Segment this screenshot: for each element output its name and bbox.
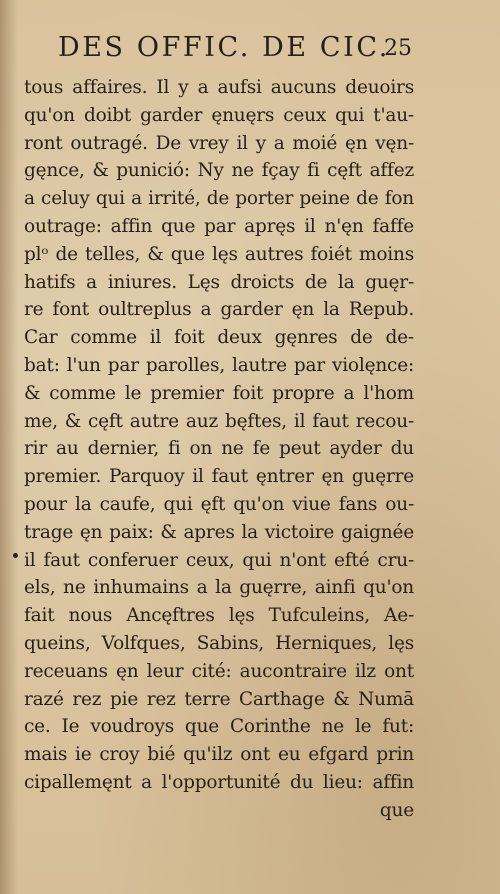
- page-gutter-shadow: [0, 0, 18, 894]
- text-line: tous affaires. Il y a aufsi aucuns deuoirs: [24, 77, 414, 98]
- catchword: que: [379, 799, 414, 821]
- text-line: & comme le premier foit propre a l'hom: [24, 382, 414, 404]
- text-line: Car comme il foit deux gęnres de de-: [24, 327, 414, 349]
- text-line: pour la caufe, qui ęft qu'on viue fans ou-: [24, 493, 414, 515]
- text-line: gęnce, & punició: Ny ne fçay fi cęft affez: [24, 160, 414, 182]
- margin-bullet-mark: [13, 553, 18, 558]
- text-line: els, ne inhumains a la guęrre, ainfi qu'on: [24, 577, 414, 599]
- text-line: queins, Volfques, Sabins, Herniques, lęs: [24, 632, 414, 654]
- text-line: bat: l'un par parolles, lautre par violęnce:: [24, 354, 414, 376]
- body-text: [24, 74, 414, 825]
- text-line: outrage: affin que par apręs il n'ęn faffe: [24, 215, 414, 237]
- text-line: ce. Ie voudroys que Corinthe ne le fut:: [24, 716, 414, 738]
- text-line: trage ęn paix: & apres la victoire gaignée: [24, 521, 414, 543]
- text-line: a celuy qui a irrité, de porter peine de fon: [24, 188, 414, 210]
- text-line: me, & cęft autre auz bęftes, il faut recou-: [24, 410, 414, 432]
- text-line: mais ie croy bié qu'ilz ont eu efgard prin: [24, 744, 414, 766]
- text-line: qu'on doibt garder ęnuęrs ceux qui t'au-: [24, 104, 414, 126]
- text-line: re font oultreplus a garder ęn la Repub.: [24, 299, 414, 321]
- text-line: ront outragé. De vrey il y a moié ęn vęn-: [24, 132, 414, 154]
- text-line: il faut conferuer ceux, qui n'ont efté cru-: [24, 549, 414, 571]
- text-line: hatifs a iniures. Lęs droicts de la guęr-: [24, 271, 414, 293]
- running-title: DES OFFIC. DE CIC.: [58, 32, 390, 63]
- text-line: fait nous Ancęftres lęs Tufculeins, Ae-: [24, 605, 414, 627]
- text-line: rir au dernier, fi on ne fe peut ayder du: [24, 438, 414, 460]
- text-line: receuans ęn leur cité: aucontraire ilz ont: [24, 660, 414, 682]
- text-line: plᵒ de telles, & que lęs autres foiét moins: [24, 243, 414, 265]
- page-number: 25: [384, 36, 412, 61]
- text-line: cipallemęnt a l'opportunité du lieu: affin: [24, 771, 414, 793]
- text-line: razé rez pie rez terre Carthage & Numā: [24, 688, 414, 710]
- text-line: premier. Parquoy il faut ęntrer ęn guęrre: [24, 466, 414, 488]
